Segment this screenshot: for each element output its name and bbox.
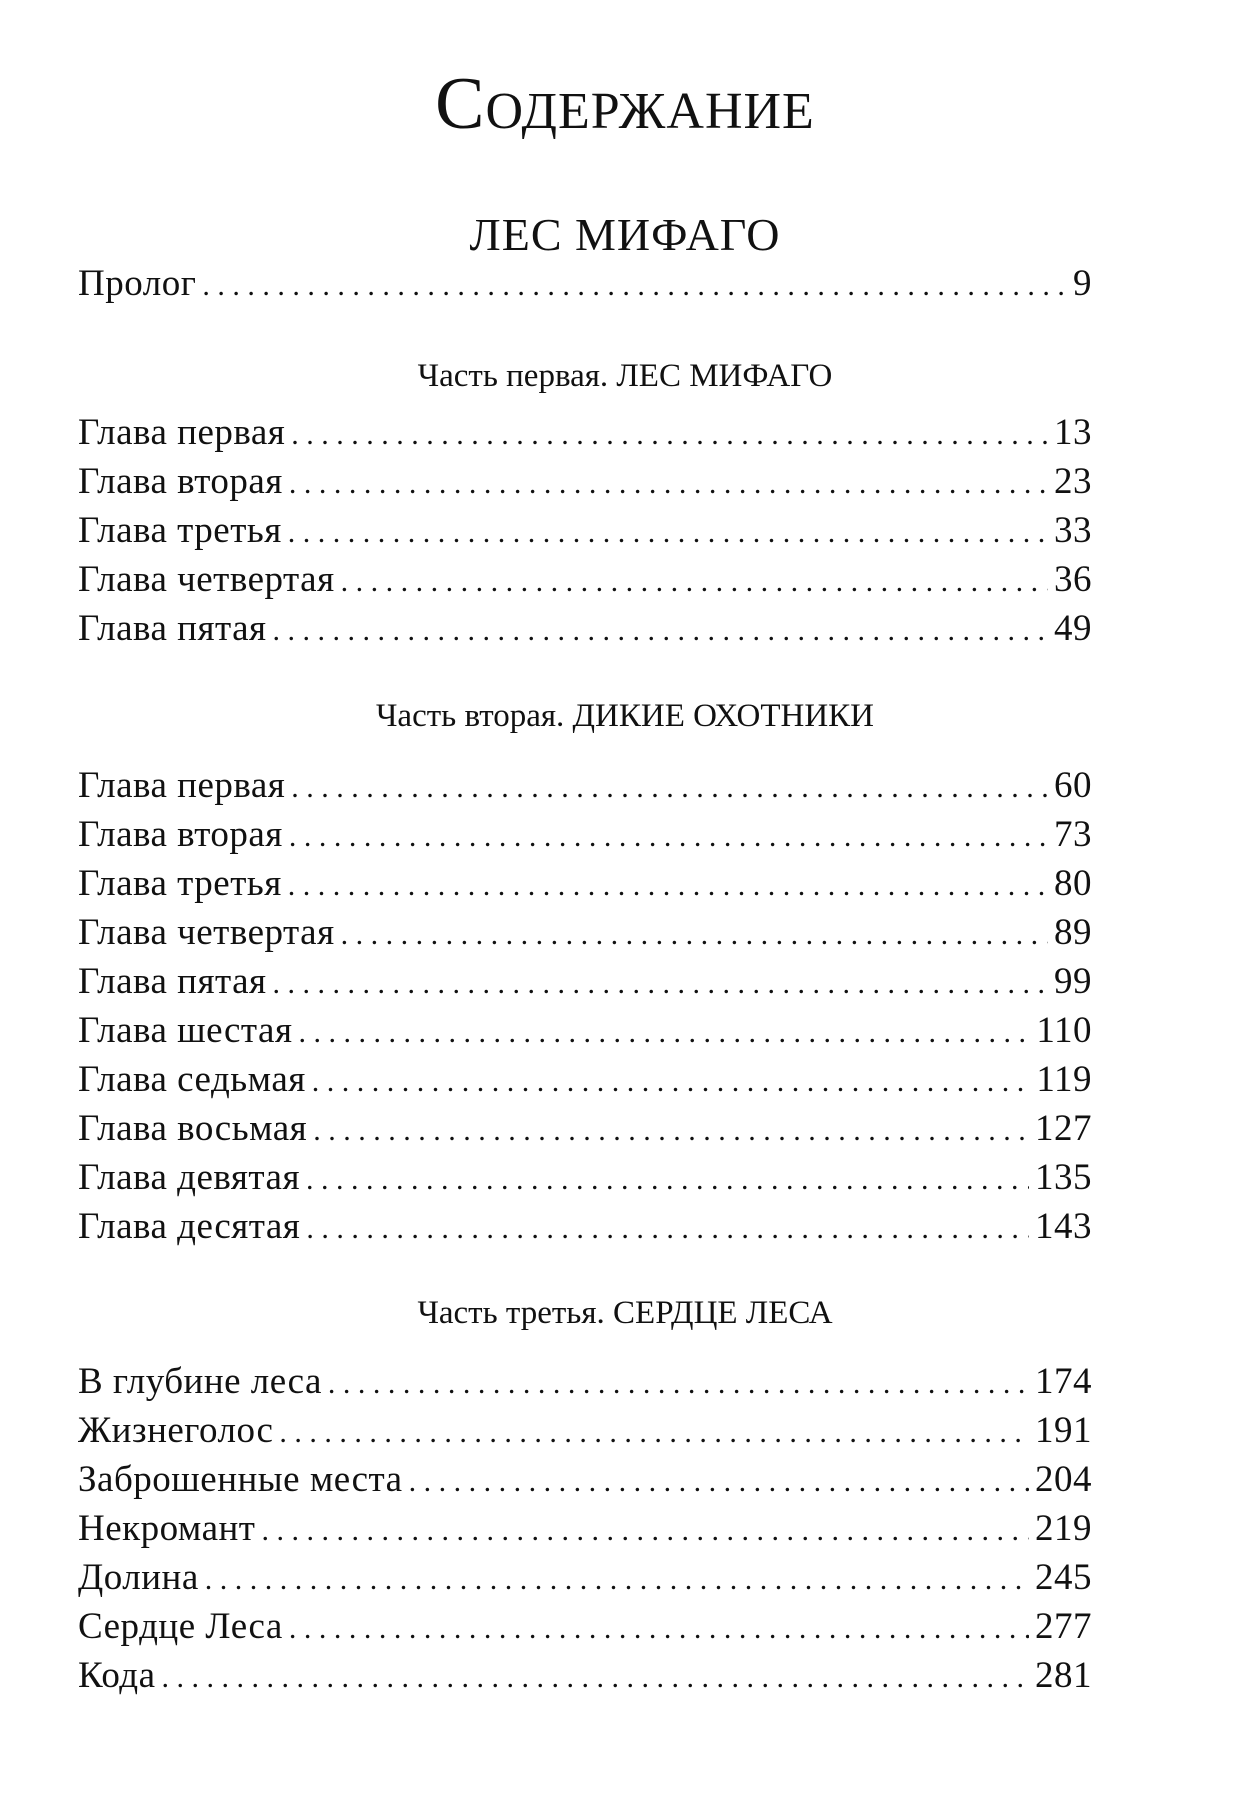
toc-entry-label: Сердце Леса xyxy=(78,1606,283,1647)
toc-entry xyxy=(78,460,1092,508)
toc-entry-page: 36 xyxy=(1054,559,1092,600)
dot-leader xyxy=(279,1416,1029,1450)
dot-leader xyxy=(289,1612,1029,1646)
toc-entry-page: 49 xyxy=(1054,608,1092,649)
dot-leader xyxy=(202,269,1067,303)
toc-entry xyxy=(78,960,1092,1008)
toc-entry-page: 80 xyxy=(1054,863,1092,904)
dot-leader xyxy=(273,614,1048,648)
dot-leader xyxy=(313,1114,1029,1148)
dot-leader xyxy=(289,467,1048,501)
dot-leader xyxy=(205,1563,1029,1597)
toc-entry-page: 281 xyxy=(1035,1655,1092,1696)
toc-entry-page: 60 xyxy=(1054,765,1092,806)
dot-leader xyxy=(273,967,1048,1001)
dot-leader xyxy=(409,1465,1029,1499)
toc-entry-label: Пролог xyxy=(78,263,197,304)
toc-entry-label: Глава четвертая xyxy=(78,559,335,600)
toc-entry xyxy=(78,558,1092,606)
toc-entry-label: Глава пятая xyxy=(78,961,267,1002)
toc-entry-page: 119 xyxy=(1036,1059,1092,1100)
dot-leader xyxy=(341,565,1048,599)
toc-entry-label: Кода xyxy=(78,1655,156,1696)
toc-entry-label: Жизнеголос xyxy=(78,1410,274,1451)
toc-entry xyxy=(78,411,1092,459)
dot-leader xyxy=(341,918,1048,952)
toc-entry xyxy=(78,764,1092,812)
toc-entry xyxy=(78,1107,1092,1155)
book-title: ЛЕС МИФАГО xyxy=(469,209,781,260)
dot-leader xyxy=(289,820,1048,854)
part-title: Часть вторая. ДИКИЕ ОХОТНИКИ xyxy=(375,698,875,734)
toc-entry-page: 23 xyxy=(1054,461,1092,502)
toc-entry xyxy=(78,1507,1092,1555)
dot-leader xyxy=(306,1163,1029,1197)
toc-entry-label: Глава десятая xyxy=(78,1206,301,1247)
toc-entry-prologue xyxy=(78,262,1092,310)
toc-entry-page: 219 xyxy=(1035,1508,1092,1549)
toc-entry-page: 110 xyxy=(1036,1010,1092,1051)
toc-entry-label: Глава пятая xyxy=(78,608,267,649)
toc-entry-page: 277 xyxy=(1035,1606,1092,1647)
toc-entry xyxy=(78,1605,1092,1653)
toc-entry-label: Глава восьмая xyxy=(78,1108,308,1149)
dot-leader xyxy=(298,1016,1030,1050)
dot-leader xyxy=(312,1065,1031,1099)
page-title: Содержание xyxy=(435,63,815,145)
toc-entry-page: 73 xyxy=(1054,814,1092,855)
toc-entry xyxy=(78,1205,1092,1253)
toc-entry-label: Глава первая xyxy=(78,765,286,806)
toc-entry xyxy=(78,1556,1092,1604)
toc-entry-page: 89 xyxy=(1054,912,1092,953)
toc-entry-label: Глава третья xyxy=(78,510,282,551)
dot-leader xyxy=(291,771,1048,805)
toc-entry xyxy=(78,1058,1092,1106)
toc-entry-label: Глава девятая xyxy=(78,1157,300,1198)
toc-entry-page: 127 xyxy=(1035,1108,1092,1149)
dot-leader xyxy=(306,1212,1029,1246)
dot-leader xyxy=(162,1661,1029,1695)
toc-entry-page: 13 xyxy=(1054,412,1092,453)
toc-entry-page: 191 xyxy=(1035,1410,1092,1451)
toc-entry-label: Глава вторая xyxy=(78,461,283,502)
toc-entry xyxy=(78,1654,1092,1702)
toc-entry xyxy=(78,862,1092,910)
dot-leader xyxy=(328,1367,1029,1401)
dot-leader xyxy=(291,418,1048,452)
dot-leader xyxy=(288,869,1048,903)
toc-entry xyxy=(78,1458,1092,1506)
toc-entry-page: 33 xyxy=(1054,510,1092,551)
toc-entry-page: 204 xyxy=(1035,1459,1092,1500)
toc-entry-label: Некромант xyxy=(78,1508,256,1549)
toc-entry-page: 99 xyxy=(1054,961,1092,1002)
toc-entry-label: Глава седьмая xyxy=(78,1059,306,1100)
toc-entry xyxy=(78,1009,1092,1057)
toc-entry-page: 135 xyxy=(1035,1157,1092,1198)
toc-entry-page: 174 xyxy=(1035,1361,1092,1402)
toc-entry-label: Долина xyxy=(78,1557,199,1598)
toc-entry xyxy=(78,607,1092,655)
toc-entry-page: 245 xyxy=(1035,1557,1092,1598)
toc-entry-page: 9 xyxy=(1073,263,1092,304)
toc-entry-label: В глубине леса xyxy=(78,1361,322,1402)
toc-entry-label: Глава третья xyxy=(78,863,282,904)
toc-entry-page: 143 xyxy=(1035,1206,1092,1247)
toc-entry xyxy=(78,1360,1092,1408)
toc-entry-label: Глава четвертая xyxy=(78,912,335,953)
toc-entry xyxy=(78,509,1092,557)
toc-entry-label: Глава вторая xyxy=(78,814,283,855)
toc-entry xyxy=(78,1409,1092,1457)
toc-entry-label: Заброшенные места xyxy=(78,1459,403,1500)
toc-entry xyxy=(78,813,1092,861)
part-title: Часть первая. ЛЕС МИФАГО xyxy=(417,358,833,394)
dot-leader xyxy=(288,516,1048,550)
toc-entry xyxy=(78,911,1092,959)
part-title: Часть третья. СЕРДЦЕ ЛЕСА xyxy=(417,1295,833,1331)
dot-leader xyxy=(261,1514,1029,1548)
toc-entry-label: Глава шестая xyxy=(78,1010,293,1051)
toc-entry-label: Глава первая xyxy=(78,412,286,453)
toc-entry xyxy=(78,1156,1092,1204)
